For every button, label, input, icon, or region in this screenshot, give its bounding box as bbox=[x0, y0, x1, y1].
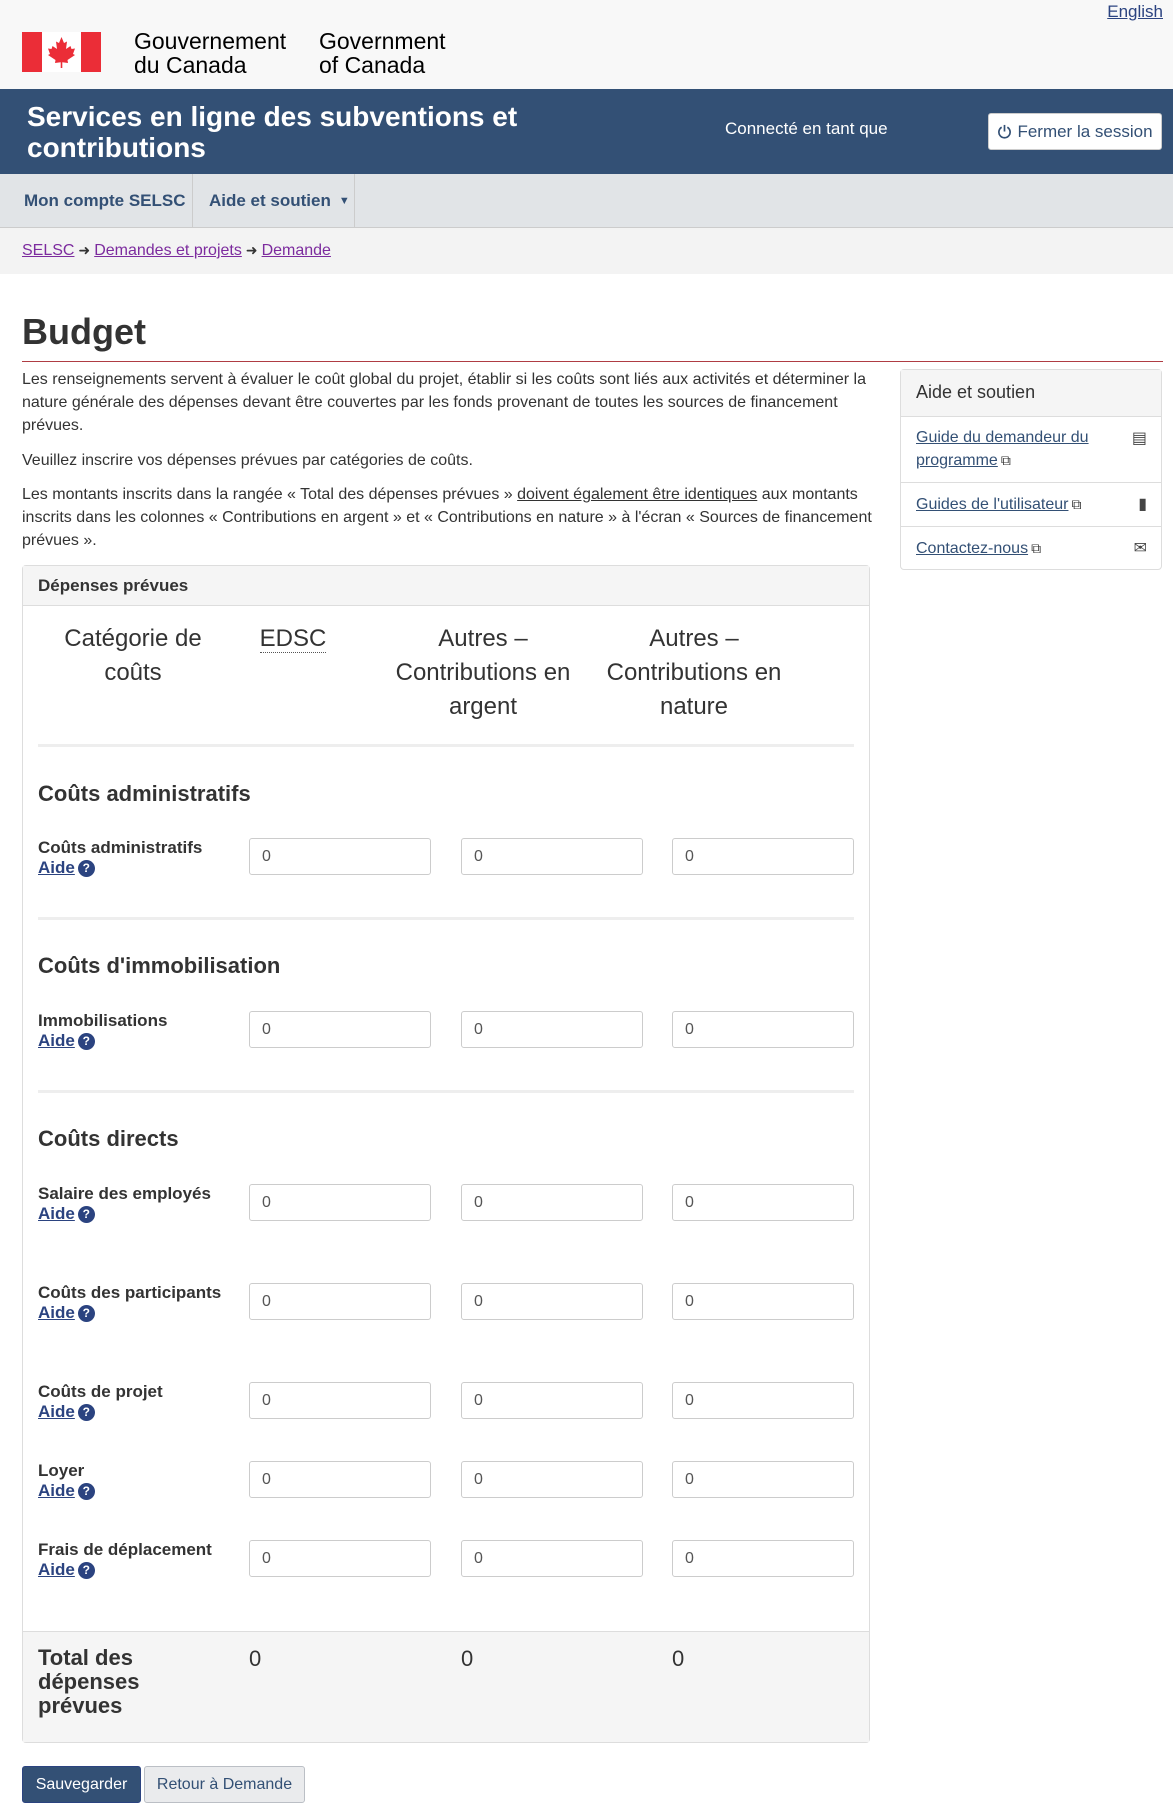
aide-link-travel[interactable]: Aide ? bbox=[38, 1560, 95, 1580]
project-edsc-input[interactable] bbox=[249, 1382, 431, 1419]
rent-cash-input[interactable] bbox=[461, 1461, 643, 1498]
question-circle-icon: ? bbox=[78, 1033, 95, 1050]
row-label-admin: Coûts administratifs Aide ? bbox=[38, 838, 203, 877]
admin-edsc-input[interactable] bbox=[249, 838, 431, 875]
gov-wordmark-fr: Gouvernement du Canada bbox=[134, 28, 287, 78]
column-header-cash: Autres – Contributions en argent bbox=[395, 625, 571, 720]
section-title-admin: Coûts administratifs bbox=[38, 781, 251, 806]
question-circle-icon: ? bbox=[78, 1206, 95, 1223]
question-circle-icon: ? bbox=[78, 860, 95, 877]
canada-flag-icon bbox=[22, 32, 101, 72]
row-label-project: Coûts de projet Aide ? bbox=[38, 1382, 163, 1421]
aide-link-salaries[interactable]: Aide ? bbox=[38, 1204, 95, 1224]
project-in-kind-input[interactable] bbox=[672, 1382, 854, 1419]
question-circle-icon: ? bbox=[78, 1562, 95, 1579]
salaries-cash-input[interactable] bbox=[461, 1184, 643, 1221]
breadcrumb-link-request[interactable]: Demande bbox=[261, 242, 331, 259]
participants-in-kind-input[interactable] bbox=[672, 1283, 854, 1320]
column-header-in-kind: Autres – Contributions en nature bbox=[606, 625, 782, 720]
page-title: Budget bbox=[22, 311, 146, 352]
help-sidebar bbox=[900, 369, 1162, 570]
total-row bbox=[23, 1631, 869, 1742]
app-banner bbox=[0, 89, 1173, 174]
capital-edsc-input[interactable] bbox=[249, 1011, 431, 1048]
envelope-icon: ✉ bbox=[1133, 540, 1147, 557]
row-label-capital: Immobilisations Aide ? bbox=[38, 1011, 168, 1050]
travel-cash-input[interactable] bbox=[461, 1540, 643, 1577]
total-label: Total des dépenses prévues bbox=[38, 1645, 140, 1718]
user-guides-link[interactable]: Guides de l'utilisateur bbox=[916, 496, 1069, 513]
section-title-capital: Coûts d'immobilisation bbox=[38, 953, 281, 978]
save-button[interactable]: Sauvegarder bbox=[22, 1766, 141, 1803]
planned-expenses-panel bbox=[22, 565, 870, 1743]
section-divider bbox=[38, 744, 854, 747]
external-link-icon: ⧉ bbox=[1031, 540, 1042, 556]
intro-paragraph-2: Veuillez inscrire vos dépenses prévues par catégories de coûts. bbox=[22, 452, 473, 469]
external-link-icon: ⧉ bbox=[1000, 452, 1011, 468]
back-to-request-button[interactable]: Retour à Demande bbox=[144, 1766, 305, 1803]
rent-in-kind-input[interactable] bbox=[672, 1461, 854, 1498]
breadcrumb-link-projects[interactable]: Demandes et projets bbox=[94, 242, 242, 259]
power-icon bbox=[997, 124, 1012, 139]
column-header-edsc: EDSC bbox=[259, 625, 327, 652]
participants-edsc-input[interactable] bbox=[249, 1283, 431, 1320]
row-label-participants: Coûts des participants Aide ? bbox=[38, 1283, 222, 1322]
sidebar-item-user-guides bbox=[901, 483, 1161, 527]
arrow-right-icon: ➜ bbox=[245, 242, 258, 258]
capital-in-kind-input[interactable] bbox=[672, 1011, 854, 1048]
menu-item-help[interactable]: Aide et soutien ▼ bbox=[193, 174, 355, 228]
intro-paragraph-1: Les renseignements servent à évaluer le coût global du projet, établir si les coûts sont liés aux activités et déterminer la nature générale des dépenses devant être couvertes par les fonds provenant de toutes les sources de financement prévues. bbox=[22, 371, 866, 434]
gov-wordmark-en: Government of Canada bbox=[319, 28, 446, 78]
external-link-icon: ⧉ bbox=[1071, 496, 1082, 512]
applicant-guide-link[interactable]: Guide du demandeur du programme bbox=[916, 429, 1089, 469]
travel-edsc-input[interactable] bbox=[249, 1540, 431, 1577]
chevron-down-icon: ▼ bbox=[338, 195, 350, 207]
salaries-in-kind-input[interactable] bbox=[672, 1184, 854, 1221]
app-title: Services en ligne des subventions et contributions bbox=[27, 101, 518, 163]
total-in-kind-value: 0 bbox=[672, 1646, 685, 1671]
panel-heading: Dépenses prévues bbox=[23, 566, 869, 606]
rent-edsc-input[interactable] bbox=[249, 1461, 431, 1498]
section-divider bbox=[38, 1090, 854, 1093]
sidebar-item-contact bbox=[901, 527, 1161, 570]
aide-link-rent[interactable]: Aide ? bbox=[38, 1481, 95, 1501]
travel-in-kind-input[interactable] bbox=[672, 1540, 854, 1577]
book-icon: ▮ bbox=[1138, 496, 1147, 513]
identical-emphasis: doivent également être identiques bbox=[517, 486, 758, 503]
arrow-right-icon: ➜ bbox=[78, 242, 91, 258]
main-menu bbox=[0, 174, 1173, 228]
aide-link-capital[interactable]: Aide ? bbox=[38, 1031, 95, 1051]
question-circle-icon: ? bbox=[78, 1404, 95, 1421]
menu-item-account[interactable]: Mon compte SELSC bbox=[0, 174, 193, 228]
total-cash-value: 0 bbox=[461, 1646, 474, 1671]
salaries-edsc-input[interactable] bbox=[249, 1184, 431, 1221]
breadcrumb bbox=[0, 228, 1173, 274]
question-circle-icon: ? bbox=[78, 1305, 95, 1322]
language-toggle-link[interactable]: English bbox=[1107, 2, 1163, 21]
question-circle-icon: ? bbox=[78, 1483, 95, 1500]
aide-link-project[interactable]: Aide ? bbox=[38, 1402, 95, 1422]
section-divider bbox=[38, 917, 854, 920]
aide-link-participants[interactable]: Aide ? bbox=[38, 1303, 95, 1323]
project-cash-input[interactable] bbox=[461, 1382, 643, 1419]
sidebar-item-applicant-guide bbox=[901, 417, 1161, 483]
row-label-rent: Loyer Aide ? bbox=[38, 1461, 228, 1501]
row-label-salaries: Salaire des employés Aide ? bbox=[38, 1184, 211, 1223]
logout-label: Fermer la session bbox=[1017, 121, 1153, 141]
breadcrumb-link-selsc[interactable]: SELSC bbox=[22, 242, 75, 259]
row-label-travel: Frais de déplacement Aide ? bbox=[38, 1540, 212, 1579]
gov-header bbox=[0, 0, 1173, 89]
contact-us-link[interactable]: Contactez-nous bbox=[916, 540, 1029, 557]
participants-cash-input[interactable] bbox=[461, 1283, 643, 1320]
column-header-category: Catégorie de coûts bbox=[64, 625, 202, 686]
aide-link-admin[interactable]: Aide ? bbox=[38, 858, 95, 878]
logout-button[interactable] bbox=[988, 113, 1162, 150]
admin-in-kind-input[interactable] bbox=[672, 838, 854, 875]
admin-cash-input[interactable] bbox=[461, 838, 643, 875]
total-edsc-value: 0 bbox=[249, 1646, 262, 1671]
list-alt-icon: ▤ bbox=[1131, 430, 1147, 447]
sidebar-heading: Aide et soutien bbox=[901, 370, 1161, 417]
capital-cash-input[interactable] bbox=[461, 1011, 643, 1048]
connected-as-text: Connecté en tant que bbox=[725, 119, 888, 138]
title-divider bbox=[22, 361, 1163, 362]
section-title-direct: Coûts directs bbox=[38, 1126, 179, 1151]
intro-paragraph-3: Les montants inscrits dans la rangée « Total des dépenses prévues » doivent également être identiques aux montants inscrits dans les colonnes « Contributions en argent » et « Contributions en nature » à l'écran « Sources de financement prévues ». bbox=[22, 486, 872, 549]
